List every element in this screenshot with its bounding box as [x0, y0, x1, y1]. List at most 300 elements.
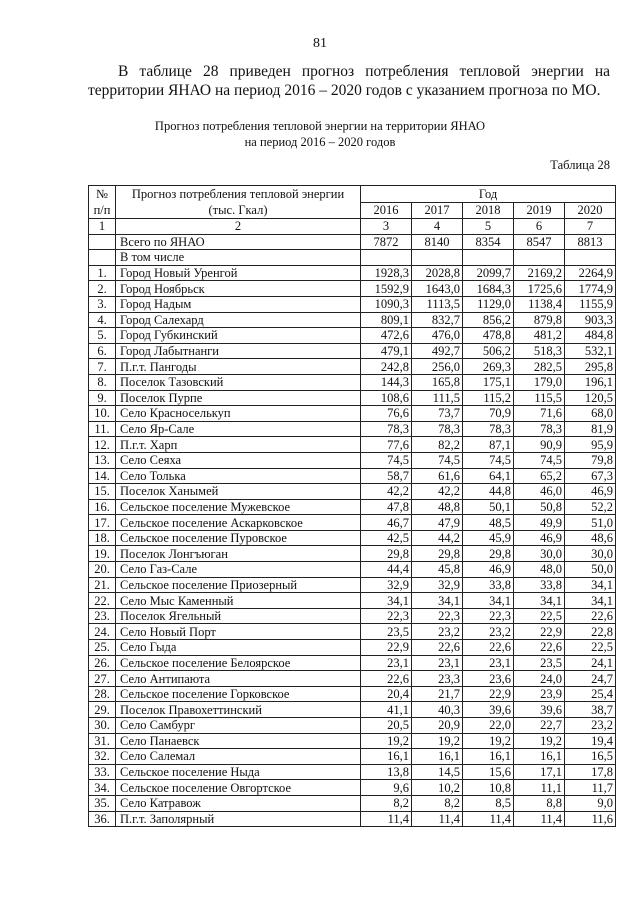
row-value: 2028,8: [412, 265, 463, 281]
row-value: 11,4: [463, 811, 514, 827]
row-value: 1774,9: [565, 281, 616, 297]
row-name: Село Толька: [116, 468, 361, 484]
row-name: Город Надым: [116, 296, 361, 312]
row-name: П.г.т. Пангоды: [116, 359, 361, 375]
row-value: 74,5: [463, 452, 514, 468]
row-name: Село Новый Порт: [116, 624, 361, 640]
row-name: Село Газ-Сале: [116, 562, 361, 578]
row-value: 32,9: [361, 577, 412, 593]
header-num-col: № п/п: [89, 186, 116, 219]
row-number: 14.: [89, 468, 116, 484]
row-value: 8,5: [463, 795, 514, 811]
header-year: 2019: [514, 202, 565, 219]
row-value: 64,1: [463, 468, 514, 484]
row-value: 90,9: [514, 437, 565, 453]
table-title-line-2: на период 2016 – 2020 годов: [244, 135, 396, 149]
row-number: 13.: [89, 452, 116, 468]
col-number: 1: [89, 219, 116, 235]
row-value: 74,5: [514, 452, 565, 468]
row-value: 144,3: [361, 374, 412, 390]
row-value: 20,9: [412, 718, 463, 734]
row-value: 30,0: [514, 546, 565, 562]
row-value: 15,6: [463, 764, 514, 780]
table-row: [89, 374, 616, 390]
table-row: [89, 702, 616, 718]
table-row: [89, 640, 616, 656]
row-value: 44,2: [412, 530, 463, 546]
row-value: 82,2: [412, 437, 463, 453]
row-value: 34,1: [361, 593, 412, 609]
row-value: 24,1: [565, 655, 616, 671]
row-value: 74,5: [412, 452, 463, 468]
row-value: 22,6: [361, 671, 412, 687]
row-value: 78,3: [412, 421, 463, 437]
row-value: 71,6: [514, 406, 565, 422]
row-value: 13,8: [361, 764, 412, 780]
row-value: 532,1: [565, 343, 616, 359]
row-value: 10,2: [412, 780, 463, 796]
header-year: 2016: [361, 202, 412, 219]
row-value: 2169,2: [514, 265, 565, 281]
row-value: 47,8: [361, 499, 412, 515]
row-number: 1.: [89, 265, 116, 281]
row-value: 903,3: [565, 312, 616, 328]
row-value: 16,1: [361, 749, 412, 765]
row-value: 30,0: [565, 546, 616, 562]
row-value: 115,5: [514, 390, 565, 406]
total-row: [89, 234, 616, 250]
row-name: Село Панаевск: [116, 733, 361, 749]
row-number: 35.: [89, 795, 116, 811]
row-value: 22,6: [565, 608, 616, 624]
row-name: Сельское поселение Мужевское: [116, 499, 361, 515]
row-value: 879,8: [514, 312, 565, 328]
row-value: 65,2: [514, 468, 565, 484]
row-value: 1725,6: [514, 281, 565, 297]
row-value: 10,8: [463, 780, 514, 796]
row-value: 269,3: [463, 359, 514, 375]
row-number: 26.: [89, 655, 116, 671]
row-value: 11,4: [412, 811, 463, 827]
table-row: [89, 562, 616, 578]
row-value: 11,4: [514, 811, 565, 827]
row-value: 492,7: [412, 343, 463, 359]
row-value: 46,9: [463, 562, 514, 578]
row-value: 81,9: [565, 421, 616, 437]
row-value: 73,7: [412, 406, 463, 422]
row-number: 2.: [89, 281, 116, 297]
row-value: 45,8: [412, 562, 463, 578]
row-value: 44,4: [361, 562, 412, 578]
row-number: 33.: [89, 764, 116, 780]
header-year: 2018: [463, 202, 514, 219]
consumption-table: [88, 185, 616, 827]
row-value: 17,8: [565, 764, 616, 780]
table-row: [89, 343, 616, 359]
table-row: [89, 749, 616, 765]
intro-line-2: территории ЯНАО на период 2016 – 2020 годов с указанием прогноза по МО.: [88, 82, 601, 99]
row-value: 23,2: [565, 718, 616, 734]
row-name: Село Катравож: [116, 795, 361, 811]
row-value: 256,0: [412, 359, 463, 375]
row-value: 42,2: [361, 484, 412, 500]
row-value: 51,0: [565, 515, 616, 531]
row-value: 1113,5: [412, 296, 463, 312]
row-number: 31.: [89, 733, 116, 749]
row-value: 9,6: [361, 780, 412, 796]
table-row: [89, 515, 616, 531]
table-row: [89, 671, 616, 687]
row-value: 111,5: [412, 390, 463, 406]
row-value: 78,3: [514, 421, 565, 437]
row-value: 50,8: [514, 499, 565, 515]
row-name: Село Красноселькуп: [116, 406, 361, 422]
row-value: 34,1: [565, 577, 616, 593]
row-value: 16,5: [565, 749, 616, 765]
row-value: 22,6: [412, 640, 463, 656]
row-value: 24,0: [514, 671, 565, 687]
row-value: 39,6: [463, 702, 514, 718]
row-value: 22,3: [463, 608, 514, 624]
row-value: 115,2: [463, 390, 514, 406]
table-row: [89, 811, 616, 827]
row-value: 33,8: [463, 577, 514, 593]
row-value: 48,0: [514, 562, 565, 578]
row-value: 87,1: [463, 437, 514, 453]
table-row: [89, 281, 616, 297]
row-value: 29,8: [361, 546, 412, 562]
row-name: Сельское поселение Горковское: [116, 686, 361, 702]
row-value: 23,2: [463, 624, 514, 640]
table-row: [89, 359, 616, 375]
row-value: 22,5: [565, 640, 616, 656]
row-value: 46,0: [514, 484, 565, 500]
row-name: Поселок Ханымей: [116, 484, 361, 500]
total-value: 8813: [565, 234, 616, 250]
row-number: 32.: [89, 749, 116, 765]
total-value: 8547: [514, 234, 565, 250]
row-value: 42,2: [412, 484, 463, 500]
row-number: 6.: [89, 343, 116, 359]
row-number: 34.: [89, 780, 116, 796]
row-value: 24,7: [565, 671, 616, 687]
row-name: Город Салехард: [116, 312, 361, 328]
table-row: [89, 546, 616, 562]
total-value: 8354: [463, 234, 514, 250]
table-row: [89, 452, 616, 468]
row-name: Село Гыда: [116, 640, 361, 656]
row-value: 22,3: [361, 608, 412, 624]
row-number: 36.: [89, 811, 116, 827]
row-value: 1090,3: [361, 296, 412, 312]
row-value: 11,4: [361, 811, 412, 827]
row-value: 79,8: [565, 452, 616, 468]
table-row: [89, 421, 616, 437]
row-number: 11.: [89, 421, 116, 437]
row-value: 68,0: [565, 406, 616, 422]
row-value: 1129,0: [463, 296, 514, 312]
row-value: 34,1: [412, 593, 463, 609]
row-number: 17.: [89, 515, 116, 531]
row-value: 1928,3: [361, 265, 412, 281]
row-value: 42,5: [361, 530, 412, 546]
row-value: 23,1: [463, 655, 514, 671]
row-value: 70,9: [463, 406, 514, 422]
table-row: [89, 764, 616, 780]
row-value: 41,1: [361, 702, 412, 718]
row-value: 8,2: [361, 795, 412, 811]
row-value: 40,3: [412, 702, 463, 718]
row-value: 32,9: [412, 577, 463, 593]
row-name: Город Ноябрьск: [116, 281, 361, 297]
row-value: 38,7: [565, 702, 616, 718]
table-row: [89, 328, 616, 344]
row-name: Сельское поселение Аскарковское: [116, 515, 361, 531]
row-value: 23,5: [361, 624, 412, 640]
row-name: Село Самбург: [116, 718, 361, 734]
row-value: 19,4: [565, 733, 616, 749]
row-value: 44,8: [463, 484, 514, 500]
row-number: 24.: [89, 624, 116, 640]
row-value: 478,8: [463, 328, 514, 344]
row-value: 47,9: [412, 515, 463, 531]
row-value: 1592,9: [361, 281, 412, 297]
header-year: 2017: [412, 202, 463, 219]
row-number: 16.: [89, 499, 116, 515]
row-number: 28.: [89, 686, 116, 702]
row-value: 1138,4: [514, 296, 565, 312]
row-value: 484,8: [565, 328, 616, 344]
table-row: [89, 437, 616, 453]
row-number: 4.: [89, 312, 116, 328]
page-number: 81: [313, 36, 327, 51]
row-value: 8,2: [412, 795, 463, 811]
row-value: 16,1: [463, 749, 514, 765]
table-row: [89, 312, 616, 328]
row-value: 108,6: [361, 390, 412, 406]
row-value: 23,2: [412, 624, 463, 640]
table-row: [89, 530, 616, 546]
table-row: [89, 296, 616, 312]
row-value: 33,8: [514, 577, 565, 593]
row-value: 832,7: [412, 312, 463, 328]
row-value: 20,5: [361, 718, 412, 734]
row-number: 7.: [89, 359, 116, 375]
table-title: [0, 118, 640, 150]
row-name: Село Мыс Каменный: [116, 593, 361, 609]
row-number: 20.: [89, 562, 116, 578]
subheader-label: В том числе: [116, 250, 361, 266]
row-name: Сельское поселение Белоярское: [116, 655, 361, 671]
table-row: [89, 718, 616, 734]
row-value: 22,5: [514, 608, 565, 624]
row-number: 27.: [89, 671, 116, 687]
row-value: 39,6: [514, 702, 565, 718]
row-number: 23.: [89, 608, 116, 624]
row-value: 45,9: [463, 530, 514, 546]
table-row: [89, 468, 616, 484]
table-label: Таблица 28: [550, 158, 610, 172]
table-row: [89, 780, 616, 796]
row-value: 61,6: [412, 468, 463, 484]
row-value: 23,5: [514, 655, 565, 671]
row-value: 19,2: [412, 733, 463, 749]
table-title-line-1: Прогноз потребления тепловой энергии на территории ЯНАО: [154, 119, 486, 133]
row-name: Поселок Лонгъюган: [116, 546, 361, 562]
table-row: [89, 608, 616, 624]
header-year-group: Год: [361, 186, 616, 203]
subheader-row: [89, 250, 616, 266]
row-value: 46,9: [514, 530, 565, 546]
row-value: 120,5: [565, 390, 616, 406]
row-value: 19,2: [361, 733, 412, 749]
row-name: Сельское поселение Приозерный: [116, 577, 361, 593]
row-name: Сельское поселение Ныда: [116, 764, 361, 780]
row-value: 74,5: [361, 452, 412, 468]
table-row: [89, 686, 616, 702]
row-value: 19,2: [514, 733, 565, 749]
row-name: Село Яр-Сале: [116, 421, 361, 437]
row-value: 16,1: [412, 749, 463, 765]
row-number: 3.: [89, 296, 116, 312]
row-value: 11,1: [514, 780, 565, 796]
row-value: 22,9: [361, 640, 412, 656]
row-value: 2099,7: [463, 265, 514, 281]
col-number: 3: [361, 219, 412, 235]
row-value: 11,7: [565, 780, 616, 796]
row-value: 472,6: [361, 328, 412, 344]
row-value: 22,6: [514, 640, 565, 656]
row-value: 58,7: [361, 468, 412, 484]
row-name: Село Салемал: [116, 749, 361, 765]
header-name-col: Прогноз потребления тепловой энергии (тыс. Гкал): [116, 186, 361, 219]
row-value: 476,0: [412, 328, 463, 344]
row-name: Сельское поселение Овгортское: [116, 780, 361, 796]
row-number: 19.: [89, 546, 116, 562]
row-name: Поселок Правохеттинский: [116, 702, 361, 718]
row-number: 18.: [89, 530, 116, 546]
row-value: 295,8: [565, 359, 616, 375]
row-value: 22,9: [514, 624, 565, 640]
row-value: 76,6: [361, 406, 412, 422]
col-number: 7: [565, 219, 616, 235]
row-value: 25,4: [565, 686, 616, 702]
col-number: 5: [463, 219, 514, 235]
row-value: 8,8: [514, 795, 565, 811]
table-row: [89, 265, 616, 281]
row-value: 165,8: [412, 374, 463, 390]
row-value: 22,0: [463, 718, 514, 734]
row-number: 10.: [89, 406, 116, 422]
row-value: 518,3: [514, 343, 565, 359]
row-value: 23,1: [361, 655, 412, 671]
table-row: [89, 499, 616, 515]
row-value: 48,8: [412, 499, 463, 515]
row-number: 21.: [89, 577, 116, 593]
row-value: 23,1: [412, 655, 463, 671]
row-value: 50,0: [565, 562, 616, 578]
intro-paragraph: [88, 62, 610, 100]
row-value: 78,3: [361, 421, 412, 437]
row-value: 29,8: [412, 546, 463, 562]
row-name: Поселок Пурпе: [116, 390, 361, 406]
row-value: 22,9: [463, 686, 514, 702]
table-row: [89, 624, 616, 640]
table-row: [89, 655, 616, 671]
row-value: 67,3: [565, 468, 616, 484]
row-name: Поселок Тазовский: [116, 374, 361, 390]
row-value: 17,1: [514, 764, 565, 780]
row-value: 29,8: [463, 546, 514, 562]
row-value: 1155,9: [565, 296, 616, 312]
row-value: 196,1: [565, 374, 616, 390]
row-name: Село Антипаюта: [116, 671, 361, 687]
table-row: [89, 795, 616, 811]
row-value: 95,9: [565, 437, 616, 453]
row-value: 21,7: [412, 686, 463, 702]
row-value: 52,2: [565, 499, 616, 515]
row-value: 481,2: [514, 328, 565, 344]
row-number: 22.: [89, 593, 116, 609]
row-name: Сельское поселение Пуровское: [116, 530, 361, 546]
row-value: 48,6: [565, 530, 616, 546]
row-value: 23,9: [514, 686, 565, 702]
row-number: 15.: [89, 484, 116, 500]
row-value: 282,5: [514, 359, 565, 375]
row-name: П.г.т. Заполярный: [116, 811, 361, 827]
row-value: 22,3: [412, 608, 463, 624]
row-value: 19,2: [463, 733, 514, 749]
row-value: 2264,9: [565, 265, 616, 281]
row-value: 175,1: [463, 374, 514, 390]
table-row: [89, 390, 616, 406]
row-value: 479,1: [361, 343, 412, 359]
total-label: Всего по ЯНАО: [116, 234, 361, 250]
row-name: Город Новый Уренгой: [116, 265, 361, 281]
row-value: 22,7: [514, 718, 565, 734]
row-name: Город Лабытнанги: [116, 343, 361, 359]
table-row: [89, 484, 616, 500]
row-value: 46,7: [361, 515, 412, 531]
row-value: 22,6: [463, 640, 514, 656]
row-value: 34,1: [565, 593, 616, 609]
col-number: 2: [116, 219, 361, 235]
row-number: 5.: [89, 328, 116, 344]
row-value: 20,4: [361, 686, 412, 702]
row-name: П.г.т. Харп: [116, 437, 361, 453]
row-value: 1643,0: [412, 281, 463, 297]
row-name: Село Сеяха: [116, 452, 361, 468]
col-number: 6: [514, 219, 565, 235]
row-number: 25.: [89, 640, 116, 656]
row-number: 8.: [89, 374, 116, 390]
row-value: 11,6: [565, 811, 616, 827]
table-row: [89, 406, 616, 422]
total-value: 7872: [361, 234, 412, 250]
row-value: 48,5: [463, 515, 514, 531]
row-value: 242,8: [361, 359, 412, 375]
row-value: 809,1: [361, 312, 412, 328]
row-value: 34,1: [463, 593, 514, 609]
row-value: 506,2: [463, 343, 514, 359]
row-number: 12.: [89, 437, 116, 453]
col-number: 4: [412, 219, 463, 235]
row-value: 23,6: [463, 671, 514, 687]
row-number: 29.: [89, 702, 116, 718]
table-row: [89, 577, 616, 593]
row-number: 9.: [89, 390, 116, 406]
table-row: [89, 593, 616, 609]
